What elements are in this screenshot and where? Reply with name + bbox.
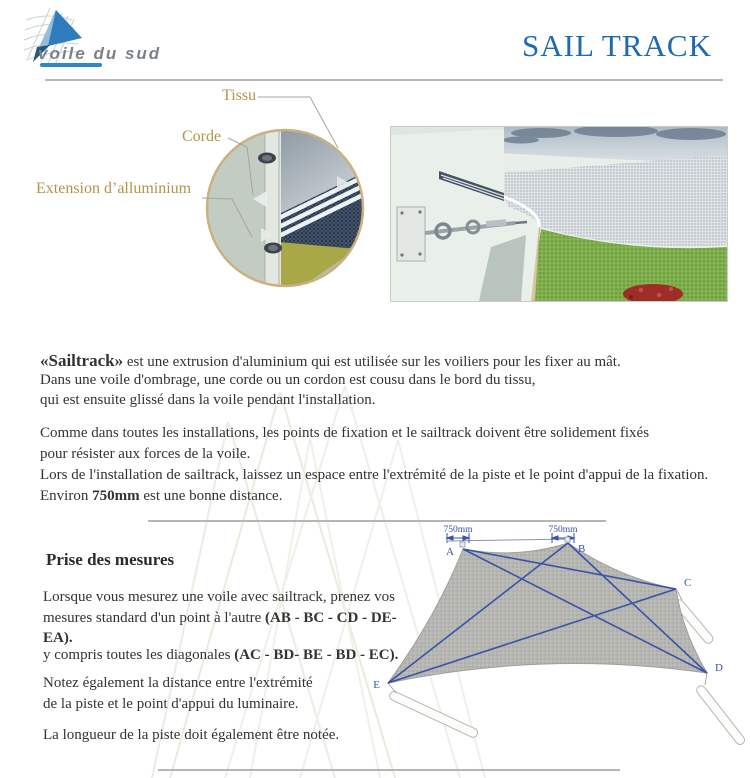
label-tissu: Tissu [222,87,257,104]
intro-line-1: «Sailtrack» est une extrusion d'aluminium qui est utilisée sur les voiliers pour les fixer au mât. [40,351,621,370]
point-label-c: C [684,577,692,589]
intro-line-2: Dans une voile d'ombrage, une corde ou un cordon est cousu dans le bord du tissu, [40,372,536,388]
install-line-2: pour résister aux forces de la voile. [40,446,251,462]
measures-line-1: Lorsque vous mesurez une voile avec sailtrack, prenez vos [43,589,395,605]
sailtrack-term: «Sailtrack» [40,351,124,370]
installation-photo [391,127,727,301]
measures-line-6: de la piste et le point d'appui du luminaire. [43,696,299,712]
label-connector-lines [0,80,400,260]
sail-measurement-diagram [368,518,750,750]
brand-name: voile du sud [38,44,162,63]
sail-shape [388,543,707,683]
point-label-e: E [373,679,380,691]
measures-line-2: mesures standard d'un point à l'autre (AB - BC - CD - DE- [43,610,397,626]
distance-value: 750mm [92,488,140,504]
bottom-rule [158,769,620,771]
dim-right-label: 750mm [548,525,578,535]
measures-line-3: EA). [43,630,73,646]
label-corde: Corde [182,128,222,145]
install-line-3: Lors de l'installation de sailtrack, laissez un espace entre l'extrémité de la piste et le point d'appui de la fixation. [40,467,709,483]
measures-line-4: y compris toutes les diagonales (AC - BD- BE - BD - EC). [43,647,399,663]
measures-line-7: La longueur de la piste doit également être notée. [43,727,340,743]
page-title: SAIL TRACK [522,28,712,63]
anchor-marker-b [565,537,570,542]
install-line-4: Environ 750mm est une bonne distance. [40,488,283,504]
measures-heading: Prise des mesures [46,550,175,569]
point-label-d: D [715,662,723,674]
label-extension: Extension d’alluminium [36,180,192,197]
point-label-b: B [578,543,586,555]
intro-line-3: qui est ensuite glissé dans la voile pendant l'installation. [40,392,376,408]
brand-underline [40,63,102,67]
point-label-a: A [446,546,454,558]
anchor-marker-a [460,542,465,547]
dim-left-label: 750mm [443,525,473,535]
install-line-1: Comme dans toutes les installations, les points de fixation et le sailtrack doivent être solidement fixés [40,425,650,441]
measures-line-5: Notez également la distance entre l'extrémité [43,675,313,691]
